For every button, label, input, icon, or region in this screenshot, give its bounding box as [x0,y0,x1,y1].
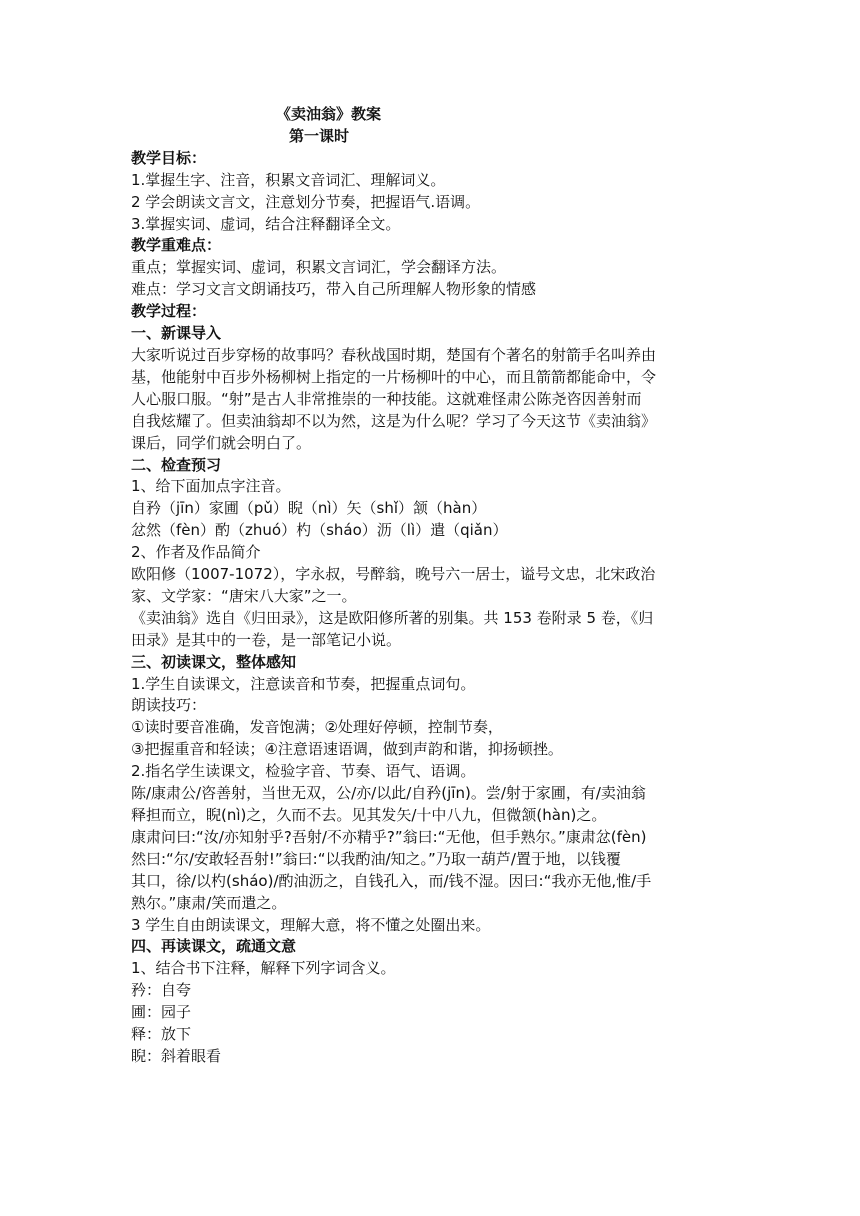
paragraph-line: 康肃问曰:“汝/亦知射乎?吾射/不亦精乎?”翁曰:“无他，但手熟尔。”康肃忿(fèn) [131,827,647,846]
key-point-item: 难点：学习文言文朗诵技巧，带入自己所理解人物形象的情感 [131,280,537,299]
paragraph-line: 人心服口服。“射”是古人非常推崇的一种技能。这就难怪肃公陈尧咨因善射而 [131,389,642,408]
paragraph-line: 1.学生自读课文，注意读音和节奏，把握重点词句。 [131,674,476,693]
document-title: 《卖油翁》教案 [276,105,382,123]
paragraph-line: 其口，徐/以杓(sháo)/酌油沥之，自钱孔入，而/钱不湿。因曰:“我亦无他,惟/手 [131,871,652,890]
paragraph-line: 1、给下面加点字注音。 [131,477,291,496]
vocab-item: 释：放下 [131,1025,192,1044]
paragraph-line: 忿然（fèn）酌（zhuó）杓（sháo）沥（lì）遣（qiǎn） [131,521,508,540]
paragraph-line: 自矜（jīn）家圃（pǔ）睨（nì）矢（shǐ）颔（hàn） [131,499,487,518]
document-subtitle: 第一课时 [289,126,350,145]
paragraph-line: 田录》是其中的一卷，是一部笔记小说。 [131,630,402,649]
vocab-item: 睨：斜着眼看 [131,1046,222,1065]
paragraph-line: ③把握重音和轻读；④注意语速语调，做到声韵和谐，抑扬顿挫。 [131,740,563,759]
paragraph-line: 基，他能射中百步外杨柳树上指定的一片杨柳叶的中心，而且箭箭都能命中，令 [131,367,657,386]
paragraph-line: 课后，同学们就会明白了。 [131,433,312,452]
paragraph-line: 陈/康肃公/咨善射，当世无双，公/亦/以此/自矜(jīn)。尝/射于家圃，有/卖油翁 [131,784,646,803]
paragraph-line: 释担而立，睨(nì)之，久而不去。见其发矢/十中八九，但微颔(hàn)之。 [131,806,607,824]
process-heading: 教学过程： [131,302,207,321]
key-points-heading: 教学重难点： [131,236,222,255]
objective-item: 1.掌握生字、注音，积累文音词汇、理解词义。 [131,170,446,189]
paragraph-line: ①读时要音准确，发音饱满；②处理好停顿，控制节奏， [131,718,503,737]
paragraph-line: 《卖油翁》选自《归田录》，这是欧阳修所著的别集。共 153 卷附录 5 卷，《归 [131,608,654,627]
document-page [131,104,731,1068]
vocab-item: 矜：自夸 [131,981,192,1000]
key-point-item: 重点；掌握实词、虚词，积累文言词汇，学会翻译方法。 [131,258,507,277]
section-heading: 四、再读课文，疏通文意 [131,937,297,956]
paragraph-line: 3 学生自由朗读课文，理解大意，将不懂之处圈出来。 [131,915,491,934]
paragraph-line: 家、文学家：“唐宋八大家”之一。 [131,586,357,605]
paragraph-line: 熟尔。”康肃/笑而遣之。 [131,893,287,912]
objective-item: 2 学会朗读文言文，注意划分节奏，把握语气.语调。 [131,192,481,211]
paragraph-line: 大家听说过百步穿杨的故事吗？春秋战国时期，楚国有个著名的射箭手名叫养由 [131,345,657,364]
section-heading: 三、初读课文，整体感知 [131,652,297,671]
paragraph-line: 然曰:“尔/安敢轻吾射!”翁曰:“以我酌油/知之。”乃取一葫芦/置于地，以钱覆 [131,849,621,868]
paragraph-line: 2、作者及作品简介 [131,543,261,562]
paragraph-line: 自我炫耀了。但卖油翁却不以为然，这是为什么呢？学习了今天这节《卖油翁》 [131,411,657,430]
objective-item: 3.掌握实词、虚词，结合注释翻译全文。 [131,214,401,233]
section-heading: 二、检查预习 [131,455,222,474]
paragraph-line: 欧阳修（1007-1072），字永叔，号醉翁，晚号六一居士，谥号文忠，北宋政治 [131,565,656,584]
paragraph-line: 1、结合书下注释，解释下列字词含义。 [131,959,396,978]
paragraph-line: 朗读技巧： [131,696,207,715]
objectives-heading: 教学目标： [131,148,207,167]
paragraph-line: 2.指名学生读课文，检验字音、节奏、语气、语调。 [131,762,476,781]
vocab-item: 圃：园子 [131,1003,192,1022]
section-heading: 一、新课导入 [131,324,222,343]
